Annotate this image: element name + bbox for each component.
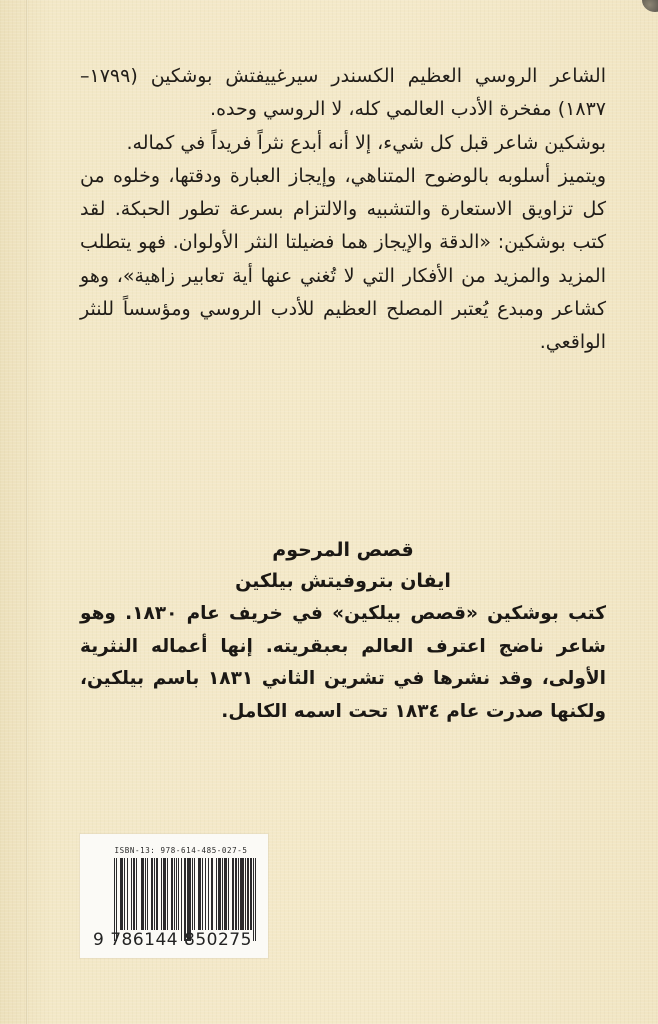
barcode-bars bbox=[114, 858, 256, 941]
blurb-paragraph-poet: بوشكين شاعر قبل كل شيء، إلا أنه أبدع نثراً فريداً في كماله. bbox=[126, 131, 606, 154]
spine-fold-line bbox=[26, 0, 28, 1024]
isbn-digits: 9 786144 850275 bbox=[93, 930, 252, 950]
section-body: كتب بوشكين «قصص بيلكين» في خريف عام ١٨٣٠. وهو شاعر ناضج اعترف العالم بعبقريته. إنها أعماله النثرية الأولى، وقد نشرها في تشرين الثاني ١٨٣١ باسم بيلكين، ولكنها صدرت عام ١٨٣٤ تحت اسمه الكامل. bbox=[80, 603, 606, 722]
barcode-bar bbox=[255, 858, 256, 941]
isbn-label: ISBN-13: 978-614-485-027-5 bbox=[114, 846, 248, 855]
section-title: قصص المرحوم bbox=[272, 539, 414, 561]
isbn-barcode bbox=[80, 834, 268, 958]
section-subtitle: ايفان بتروفيتش بيلكين bbox=[235, 570, 451, 592]
book-section bbox=[80, 535, 606, 728]
blurb-paragraph-intro: الشاعر الروسي العظيم الكسندر سيرغييفتش بوشكين (١٧٩٩–١٨٣٧) مفخرة الأدب العالمي كله، لا الروسي وحده. bbox=[80, 65, 606, 121]
blurb-paragraph-style: ويتميز أسلوبه بالوضوح المتناهي، وإيجاز العبارة ودقتها، وخلوه من كل تزاويق الاستعارة والتشبيه والالتزام بسرعة تطور الحبكة. لقد كتب بوشكين: «الدقة والإيجاز هما فضيلتا النثر الأولوان. فهو يتطلب المزيد والمزيد من الأفكار التي لا تُغني عنها أية تعابير زاهية»، وهو كشاعر ومبدع يُعتبر المصلح العظيم للأدب الروسي ومؤسساً للنثر الواقعي. bbox=[80, 164, 606, 354]
back-cover-blurb bbox=[80, 60, 606, 360]
page-corner-curl bbox=[642, 0, 658, 12]
